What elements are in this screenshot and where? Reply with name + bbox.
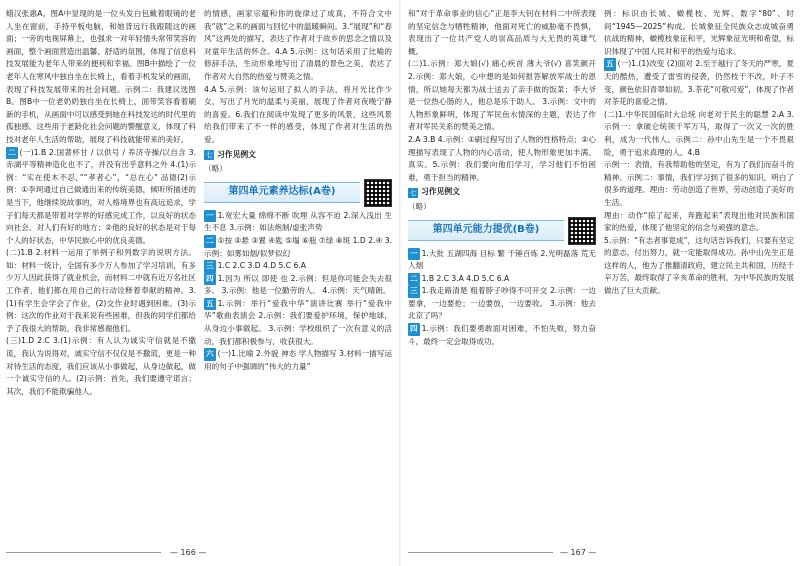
answer-text: (二)1.中华民国临时大总统 向老对于民主的聪慧 2.A 3.示例一：拿破仑统领千军万马，取得了一次又一次的胜利，成为一代伟人。示例二：孙中山先生是一个不畏艰险，勇于追求真理的人。4.B <box>604 109 794 157</box>
answer-paragraph <box>408 8 596 58</box>
answer-paragraph <box>604 109 794 159</box>
answer-paragraph <box>408 134 596 184</box>
footer-rule-left <box>6 552 161 553</box>
answer-text: 和“对于革命事业的信心”正是李大钊在材料二中所表现的坚定信念与牺牲精神，他面对死亡的威胁毫不畏惧，表现出了一位共产党人的崇高品质与大无畏的英雄气概。 <box>408 9 596 56</box>
answer-text: 的情感，画家宗蕴和你的旋律过了成真，不符合文中我“就”之来的画面与回忆中的温暖瞬间。3.“展现”和“春风”这两处的描写，表达了作者对于故乡的思念之情以及对童年生活的怀念。4.A 5.示例：这句话采用了比喻的修辞手法，生动形象地写出了清晨的景色之美，表达了作者对大自然的热爱与赞美之情。 <box>204 9 392 81</box>
answer-text: (一)1.比喻 2.外貌 神态 学人物描写 3.材料一描写运用的句子中强调的“伟大的力量” <box>204 349 392 371</box>
qr-code-icon <box>568 217 596 245</box>
answer-paragraph <box>204 298 392 348</box>
answer-text: 1.示例：举行“爱我中华”演讲比赛 举行“爱我中华”歌曲表演会 2.示例：我们要爱护环境，保护地球，从身边小事做起。 3.示例：学校组织了一次有意义的活动，我们都积极参与，收获很大。 <box>204 298 392 346</box>
question-number-badge: 四 <box>408 323 420 336</box>
right-page-column-2 <box>604 8 794 544</box>
answer-text: (一)1.(1)改变 (2)面对 2.至于越行了冬天的严寒，夏天的酷热，遭受了雷雪的侵袭，仍然枝干不改，叶子不变，颜色依旧青翠如初。3.茶花“可敬可爱”，体现了作者对茶花的喜爱之情。 <box>604 59 794 107</box>
answer-text: （略） <box>408 201 431 211</box>
section-heading <box>204 149 392 162</box>
section-icon: 七 <box>409 188 417 197</box>
unit-test-title: 第四单元素养达标(A卷) <box>204 182 360 203</box>
section-title: 习作见例文 <box>421 187 460 197</box>
answer-paragraph <box>408 323 596 348</box>
answer-paragraph <box>6 147 196 248</box>
answer-text: 1.示例：我们要勇敢面对困难，不怕失败，努力奋斗，最终一定会取得成功。 <box>408 324 596 346</box>
answer-paragraph <box>408 58 596 134</box>
answer-paragraph <box>204 8 392 84</box>
question-number-badge: 三 <box>204 260 216 273</box>
question-number-badge: 三 <box>408 285 420 298</box>
answer-paragraph <box>6 8 196 147</box>
answer-text: 示例一：表情，有我帮助他的坚定，有为了我们而奋斗的精神。示例二：事情，我们学习到了很多的知识，明白了很多的道理。理由：劳动创造了世界，劳动创造了美好的生活。 <box>604 160 794 207</box>
answer-text: 5.示例：“有志者事竟成”，这句话告诉我们，只要有坚定的意志，付出努力，就一定能取得成功。孙中山先生正是这样的人，他为了推翻清政府，建立民主共和国，历经千辛万苦，最终取得了辛亥革命的胜利，为中华民族的发展做出了巨大贡献。 <box>604 235 794 296</box>
answer-text: 蜡汉张惠A。图A中显现的是一位头发白包戴着眼镜的老人坐在窗前，手持平板电脑，和她背远行我跟随这的画面；一旁的电视屏幕上，也强求一对年轻情头常带笑容的画面，整个画面营造出温馨、舒适的氛围，体现了信息科技发展能为老年人带来的便利和幸福。图B中描绘了一位老年人在寒风中独自坐在长椅上，看着手机发呆的画面，表现了科技发展带来的社会问题。示例二：我建议选图B。图B中一位老奶奶独自坐在长椅上，面带笑容看着刷新的手机，从画面中可以感受到她在科技发达的时代里的孤独感。这些用于老龄化社会问题的警醒意义，体现了科技对老年人生活的帮助，展现了科技就能带来的美好。 <box>6 9 196 144</box>
answer-paragraph <box>604 8 794 58</box>
answer-text: ①按 ②悬 ③置 ④匙 ⑤塌 ⑥瓶 ⑦绿 ⑧斑 1.D 2.④ 3.示例：如雾如烟/似梦似幻 <box>204 235 392 258</box>
answer-paragraph <box>604 235 794 298</box>
answer-text: 1.B 2.C 3.A 4.D 5.C 6.A <box>421 273 510 283</box>
footer-rule-right <box>408 552 553 553</box>
answer-paragraph <box>204 273 392 298</box>
question-number-badge: 一 <box>204 210 216 223</box>
question-number-badge: 一 <box>408 248 420 261</box>
answer-text: 1.宽宏大量 绵绵不断 吹埋 从容不迫 2.深入浅出 生生不息 3.示例：如法炮制/虚张声势 <box>204 210 392 233</box>
answer-text: (二)1.示例：郑大娘(√) 痛心疾首 薄大爷(√) 喜笑颜开 2.示例：郑大娘，心中想的是如何报答解放军战士的恩情，所以她每天都为战士送去了亲手做的饭菜；李大爷是一位热心肠的人，他总是乐于助人。 3.示例：文中的人物形象鲜明，体现了军民鱼水情深的主题，表达了作者对军民关系的赞美之情。 <box>408 59 596 132</box>
question-number-badge: 二 <box>408 273 420 286</box>
answer-paragraph <box>6 247 196 335</box>
answer-text: (二)1.B 2.材料一运用了举例子和列数字的说明方法。如：材料一统计，全国有多少万人参加了学习培训，有多少万人因此获得了就业机会，而材料二中就有近万名社区工作者，他们都在用自己的行动诠释着奉献的精神。3.(1)有学生会学会了作业，(2)交作业时遇到困难。(3)示例：这次的作业对于我来说有些困难，但我的同学们都给予了我很大的帮助，我非常感谢他们。 <box>6 248 196 333</box>
section-title: 习作见例文 <box>217 149 256 159</box>
answer-paragraph <box>604 159 794 209</box>
answer-paragraph <box>204 163 392 176</box>
unit-test-banner <box>408 217 596 245</box>
answer-paragraph <box>204 260 392 273</box>
unit-test-banner <box>204 179 392 207</box>
answer-paragraph <box>408 273 596 286</box>
answer-paragraph <box>204 84 392 147</box>
answer-text: (三)1.D 2.C 3.(1)示例：有人认为诚实守信就是不撒谎，我认为说得对，诚实守信不仅仅是不撒谎，更是一种对待生活的态度，我们应该从小事做起，从身边做起，做一个诚实守信的人。(2)示例：首先，我们要遵守诺言；其次，我们不能欺骗他人。 <box>6 336 196 396</box>
answer-paragraph <box>408 285 596 323</box>
question-number-badge: 二 <box>204 235 216 248</box>
answer-paragraph <box>604 58 794 108</box>
question-number-badge: 五 <box>204 298 216 311</box>
question-number-badge: 四 <box>204 273 216 286</box>
answer-text: 理由：动作“掠了起来，奔跑起来”表现出他对民族和国家的热爱，体现了他坚定的信念与顽强的意志。 <box>604 210 794 233</box>
answer-paragraph <box>408 248 596 273</box>
answer-paragraph <box>604 210 794 235</box>
section-icon: 七 <box>205 150 213 159</box>
left-page-column-1 <box>6 8 196 544</box>
answer-text: 2.A 3.B 4.示例：①刷过程写出了人物的性格特点；②心理描写表现了人物的内心活动，使人物形象更加丰满、真实。5.示例：我们要向他们学习，学习他们不怕困难，勇于担当的精神。 <box>408 134 596 182</box>
answer-text: 1.因为 所以 即使 也 2.示例：但是你可能会失去很多。 3.示例：他是一位勤劳的人。 4.示例：天气晴朗。 <box>204 273 392 296</box>
left-page-number: — 166 — <box>170 548 207 557</box>
answer-paragraph <box>204 210 392 235</box>
answer-paragraph <box>408 201 596 214</box>
answer-paragraph <box>204 235 392 260</box>
answer-text: (一)1.B 2.国著杯甘 / 以供号 / 养济寺操/以自含 3.赤湖平等精神造化也不了，并没有出乎意料之外 4.(1)示例：“实在使木不忍，”“孝者心”，“总在心” 品德(2)示例：①李珂通过自己做通出来的传统美德，倾听所描述的是当下，他继续说故事的，对人格境界也有高远追求，学子们每天都是带着对学界的好感完成工作，以良好的状态向社会、对人们有好的地方；②他的良好的状态是对于每个人的好状态，中华民族心中的优良美德。 <box>6 147 196 245</box>
unit-test-title: 第四单元能力提优(B卷) <box>408 220 564 241</box>
answer-paragraph <box>204 348 392 373</box>
answer-text: 4.A 5.示例：该句运用了拟人的手法，将月光比作少女，写出了月光的温柔与美丽，展现了作者对夜晚宁静的喜爱。6.我们在阅读中发现了更多的风景，这些风景给我们带来了不一样的感受，体现了作者对生活的热爱。 <box>204 84 392 144</box>
qr-code-icon <box>364 179 392 207</box>
answer-text: （略） <box>204 164 227 174</box>
right-page-number: — 167 — <box>560 548 597 557</box>
right-page-column-1 <box>408 8 596 544</box>
left-page-column-2 <box>204 8 392 544</box>
page-gutter <box>399 0 401 566</box>
answer-paragraph <box>6 335 196 398</box>
answer-text: 例：标识由长城、橄榄枝、光辉、数字“80”、时间“1945—2025”构成。长城象征全民族众志成城奋勇抗战的精神，橄榄枝象征和平，光辉象征光明和希望，标识体现了中国人民对和平的热爱与追求。 <box>604 9 794 56</box>
answer-text: 1.我走路清楚 粗着脖子吵得不可开交 2.示例：一边要拿，一边要抢；一边要放，一边要收。 3.示例：他去北京了吗？ <box>408 286 596 321</box>
question-number-badge: 二 <box>6 147 18 160</box>
question-number-badge: 五 <box>604 58 616 71</box>
answer-text: 1.C 2.C 3.D 4.D 5.C 6.A <box>217 261 306 271</box>
answer-text: 1.大批 五湖四海 目标 繁 千锤百炼 2.光明磊落 荒无人烟 <box>408 248 596 271</box>
section-heading <box>408 186 596 199</box>
question-number-badge: 六 <box>204 348 216 361</box>
